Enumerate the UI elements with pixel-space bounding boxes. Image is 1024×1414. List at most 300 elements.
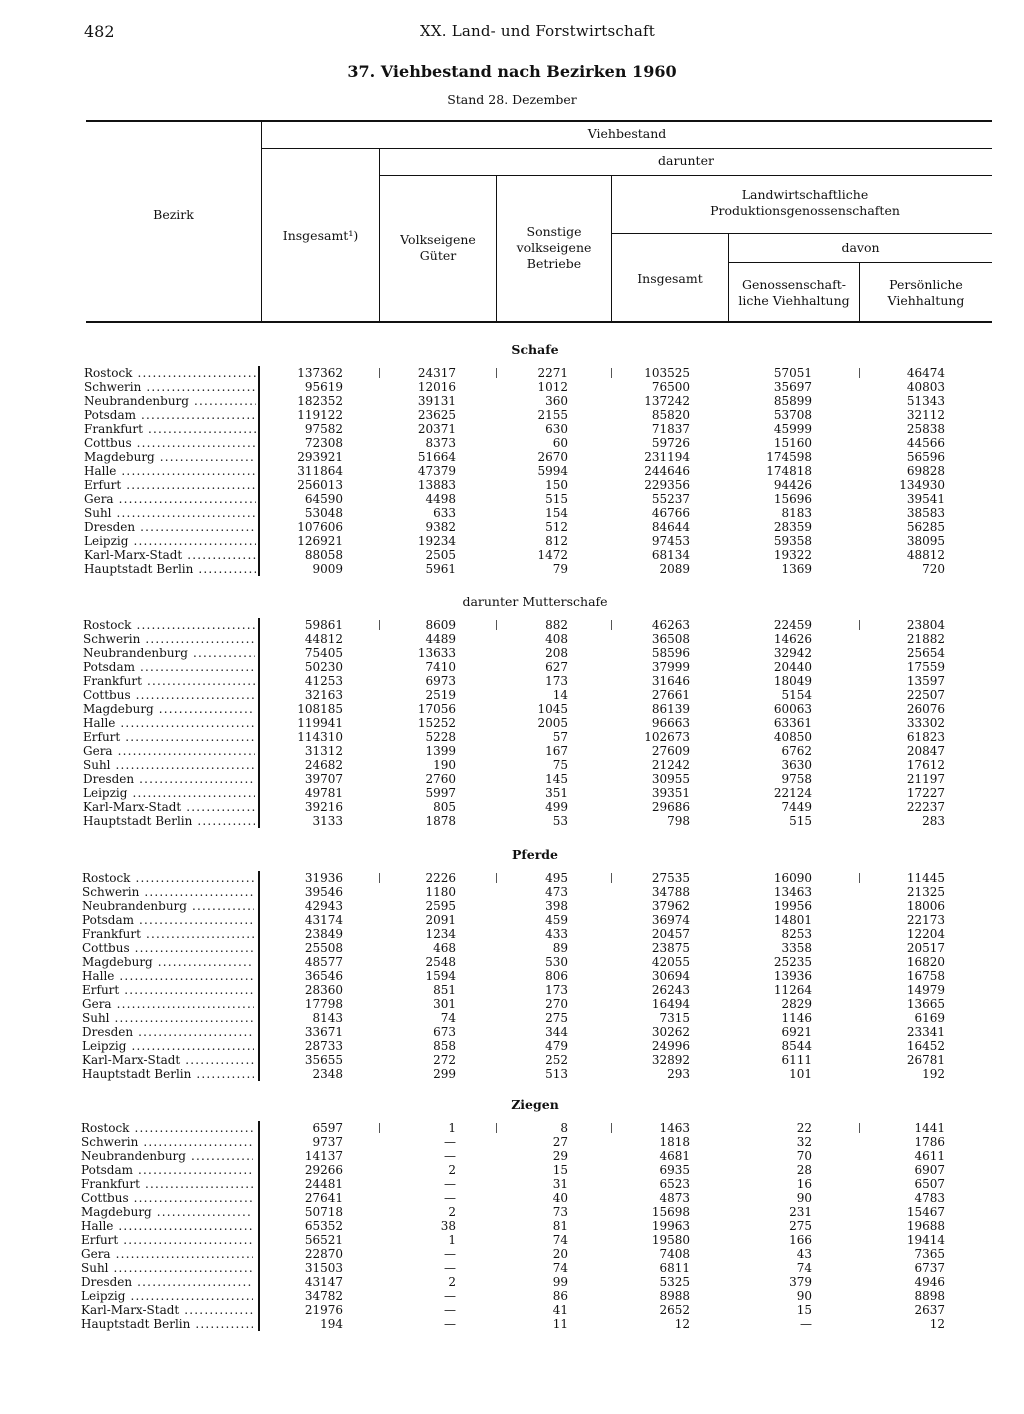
value-cell: 851 xyxy=(433,983,456,997)
value-cell: — xyxy=(444,1247,456,1261)
bezirk-name: Halle ..... xyxy=(81,1219,253,1233)
value-cell: 26076 xyxy=(906,702,945,716)
bezirk-name: Dresden ..... xyxy=(83,772,255,786)
value-cell: 6523 xyxy=(659,1177,690,1191)
table-row xyxy=(0,562,1024,576)
bezirk-name: Erfurt ..... xyxy=(81,1233,253,1247)
value-cell: 15252 xyxy=(417,716,456,730)
value-cell: 145 xyxy=(545,772,568,786)
value-cell: 379 xyxy=(789,1275,812,1289)
value-cell: 19956 xyxy=(773,899,812,913)
value-cell: 11264 xyxy=(773,983,812,997)
value-cell: 38095 xyxy=(906,534,945,548)
header-lpg: Landwirtschaftliche Produktionsgenossenschaften xyxy=(710,187,900,218)
value-cell: 6921 xyxy=(781,1025,812,1039)
value-cell: 20457 xyxy=(651,927,690,941)
bezirk-name: Dresden ..... xyxy=(84,520,256,534)
value-cell: 19322 xyxy=(773,548,812,562)
value-cell: 229356 xyxy=(644,478,690,492)
value-cell: 74 xyxy=(440,1011,456,1025)
value-cell: 35655 xyxy=(304,1053,343,1067)
header-divider-volkseigene xyxy=(496,176,497,321)
value-cell: 398 xyxy=(545,899,568,913)
value-cell: 194 xyxy=(320,1317,343,1331)
value-cell: 5997 xyxy=(425,786,456,800)
value-cell: 25654 xyxy=(906,646,945,660)
bezirk-name: Erfurt ..... xyxy=(84,478,256,492)
table-row xyxy=(0,688,1024,702)
value-cell: 22237 xyxy=(906,800,945,814)
value-cell: 530 xyxy=(545,955,568,969)
value-cell: 34788 xyxy=(651,885,690,899)
value-cell: 81 xyxy=(552,1219,568,1233)
value-cell: 22 xyxy=(796,1121,812,1135)
table-row xyxy=(0,1135,1024,1149)
value-cell: 102673 xyxy=(644,730,690,744)
bezirk-name: Rostock ..... xyxy=(84,366,256,380)
value-cell: 21882 xyxy=(906,632,945,646)
value-cell: 23625 xyxy=(417,408,456,422)
value-cell: 26781 xyxy=(906,1053,945,1067)
value-cell: 24481 xyxy=(304,1177,343,1191)
value-cell: 4946 xyxy=(914,1275,945,1289)
bezirk-name: Gera ..... xyxy=(81,1247,253,1261)
value-cell: 14 xyxy=(552,688,568,702)
value-cell: 85899 xyxy=(773,394,812,408)
bezirk-name: Frankfurt ..... xyxy=(82,927,254,941)
value-cell: 29266 xyxy=(304,1163,343,1177)
table-row xyxy=(0,1067,1024,1081)
value-cell: 1786 xyxy=(914,1135,945,1149)
value-cell: 20847 xyxy=(906,744,945,758)
bezirk-name: Suhl ..... xyxy=(84,506,256,520)
table-row xyxy=(0,464,1024,478)
value-cell: 2637 xyxy=(914,1303,945,1317)
value-cell: 512 xyxy=(545,520,568,534)
table-row xyxy=(0,941,1024,955)
value-cell: 174598 xyxy=(766,450,812,464)
table-row xyxy=(0,702,1024,716)
value-cell: 99 xyxy=(552,1275,568,1289)
value-cell: 101 xyxy=(789,1067,812,1081)
value-cell: 351 xyxy=(545,786,568,800)
header-rule-darunter xyxy=(380,175,992,176)
value-cell: 231 xyxy=(789,1205,812,1219)
value-cell: — xyxy=(444,1317,456,1331)
value-cell: 1180 xyxy=(425,885,456,899)
value-cell: 19688 xyxy=(906,1219,945,1233)
value-cell: 3358 xyxy=(781,941,812,955)
value-cell: 53 xyxy=(552,814,568,828)
value-cell: 16090 xyxy=(773,871,812,885)
bezirk-name: Cottbus ..... xyxy=(84,436,256,450)
value-cell: 1472 xyxy=(537,548,568,562)
header-darunter: darunter xyxy=(658,153,714,168)
value-cell: 6811 xyxy=(659,1261,690,1275)
value-cell: 5961 xyxy=(425,562,456,576)
value-cell: 43 xyxy=(796,1247,812,1261)
value-cell: 190 xyxy=(433,758,456,772)
value-cell: 882 xyxy=(545,618,568,632)
value-cell: 28360 xyxy=(304,983,343,997)
value-cell: 468 xyxy=(433,941,456,955)
value-cell: 2 xyxy=(448,1163,456,1177)
value-cell: 32942 xyxy=(773,646,812,660)
table-row xyxy=(0,646,1024,660)
bezirk-name: Suhl ..... xyxy=(83,758,255,772)
value-cell: 126921 xyxy=(297,534,343,548)
value-cell: 150 xyxy=(545,478,568,492)
value-cell: 27661 xyxy=(651,688,690,702)
header-viehbestand: Viehbestand xyxy=(587,126,667,141)
value-cell: — xyxy=(444,1149,456,1163)
value-cell: 107606 xyxy=(297,520,343,534)
bezirk-name: Schwerin ..... xyxy=(82,885,254,899)
value-cell: 256013 xyxy=(297,478,343,492)
value-cell: 33671 xyxy=(304,1025,343,1039)
value-cell: 1399 xyxy=(425,744,456,758)
value-cell: 40803 xyxy=(906,380,945,394)
value-cell: 96663 xyxy=(651,716,690,730)
value-cell: 2548 xyxy=(425,955,456,969)
value-cell: 27535 xyxy=(651,871,690,885)
value-cell: 16494 xyxy=(651,997,690,1011)
value-cell: 39707 xyxy=(304,772,343,786)
value-cell: 90 xyxy=(796,1191,812,1205)
value-cell: 858 xyxy=(433,1039,456,1053)
value-cell: 8988 xyxy=(659,1289,690,1303)
bezirk-name: Neubrandenburg ..... xyxy=(82,899,254,913)
value-cell: 7365 xyxy=(914,1247,945,1261)
value-cell: 627 xyxy=(545,660,568,674)
value-cell: 37962 xyxy=(651,899,690,913)
bezirk-name: Dresden ..... xyxy=(81,1275,253,1289)
table-row xyxy=(0,758,1024,772)
value-cell: 7410 xyxy=(425,660,456,674)
table-row xyxy=(0,1121,1024,1135)
table-row xyxy=(0,478,1024,492)
value-cell: 2271 xyxy=(537,366,568,380)
bezirk-name: Neubrandenburg ..... xyxy=(84,394,256,408)
value-cell: 2670 xyxy=(537,450,568,464)
value-cell: 12 xyxy=(929,1317,945,1331)
value-cell: 89 xyxy=(552,941,568,955)
bezirk-name: Halle ..... xyxy=(84,464,256,478)
value-cell: 2005 xyxy=(537,716,568,730)
table-row xyxy=(0,450,1024,464)
value-cell: — xyxy=(444,1191,456,1205)
value-cell: 32163 xyxy=(304,688,343,702)
value-cell: 301 xyxy=(433,997,456,1011)
value-cell: 25838 xyxy=(906,422,945,436)
value-cell: 293 xyxy=(667,1067,690,1081)
table-row xyxy=(0,380,1024,394)
bezirk-name: Frankfurt ..... xyxy=(83,674,255,688)
value-cell: 84644 xyxy=(651,520,690,534)
value-cell: — xyxy=(444,1261,456,1275)
value-cell: 515 xyxy=(545,492,568,506)
value-cell: 45999 xyxy=(773,422,812,436)
value-cell: 23849 xyxy=(304,927,343,941)
table-row xyxy=(0,1233,1024,1247)
value-cell: 28359 xyxy=(773,520,812,534)
bezirk-name: Neubrandenburg ..... xyxy=(81,1149,253,1163)
table-row xyxy=(0,885,1024,899)
value-cell: — xyxy=(800,1317,812,1331)
value-cell: — xyxy=(444,1303,456,1317)
value-cell: 20 xyxy=(552,1247,568,1261)
page-number: 482 xyxy=(84,22,115,41)
value-cell: 344 xyxy=(545,1025,568,1039)
section-title: Ziegen xyxy=(511,1097,559,1112)
value-cell: 479 xyxy=(545,1039,568,1053)
value-cell: 1234 xyxy=(425,927,456,941)
value-cell: 40850 xyxy=(773,730,812,744)
value-cell: 42943 xyxy=(304,899,343,913)
value-cell: 31646 xyxy=(651,674,690,688)
value-cell: 299 xyxy=(433,1067,456,1081)
value-cell: 15 xyxy=(552,1163,568,1177)
bezirk-name: Gera ..... xyxy=(83,744,255,758)
header-bottom-rule xyxy=(86,321,992,323)
value-cell: 4498 xyxy=(425,492,456,506)
value-cell: 51343 xyxy=(906,394,945,408)
value-cell: 1 xyxy=(448,1121,456,1135)
header-rule-lpg xyxy=(612,233,992,234)
value-cell: 293921 xyxy=(297,450,343,464)
value-cell: 15698 xyxy=(651,1205,690,1219)
value-cell: 8 xyxy=(560,1121,568,1135)
value-cell: 499 xyxy=(545,800,568,814)
value-cell: 270 xyxy=(545,997,568,1011)
value-cell: 2 xyxy=(448,1275,456,1289)
value-cell: 633 xyxy=(433,506,456,520)
table-row xyxy=(0,955,1024,969)
table-row xyxy=(0,422,1024,436)
bezirk-name: Schwerin ..... xyxy=(84,380,256,394)
value-cell: 2829 xyxy=(781,997,812,1011)
value-cell: 275 xyxy=(545,1011,568,1025)
value-cell: 46474 xyxy=(906,366,945,380)
bezirk-name: Potsdam ..... xyxy=(82,913,254,927)
value-cell: 673 xyxy=(433,1025,456,1039)
table-row xyxy=(0,983,1024,997)
value-cell: 22173 xyxy=(906,913,945,927)
value-cell: 630 xyxy=(545,422,568,436)
value-cell: 1012 xyxy=(537,380,568,394)
table-row xyxy=(0,800,1024,814)
table-row xyxy=(0,913,1024,927)
table-row xyxy=(0,927,1024,941)
bezirk-name: Gera ..... xyxy=(84,492,256,506)
value-cell: 244646 xyxy=(644,464,690,478)
value-cell: 7315 xyxy=(659,1011,690,1025)
value-cell: 119122 xyxy=(297,408,343,422)
value-cell: 1045 xyxy=(537,702,568,716)
bezirk-name: Karl-Marx-Stadt ..... xyxy=(83,800,255,814)
value-cell: 40 xyxy=(552,1191,568,1205)
value-cell: 56521 xyxy=(304,1233,343,1247)
bezirk-name: Leipzig ..... xyxy=(83,786,255,800)
table-row xyxy=(0,1191,1024,1205)
value-cell: 60 xyxy=(552,436,568,450)
value-cell: 27609 xyxy=(651,744,690,758)
value-cell: 2 xyxy=(448,1205,456,1219)
value-cell: 433 xyxy=(545,927,568,941)
header-rule-davon xyxy=(729,262,992,263)
value-cell: 174818 xyxy=(766,464,812,478)
value-cell: 1463 xyxy=(659,1121,690,1135)
value-cell: 231194 xyxy=(644,450,690,464)
value-cell: 275 xyxy=(789,1219,812,1233)
table-row xyxy=(0,730,1024,744)
value-cell: 2519 xyxy=(425,688,456,702)
bezirk-name: Halle ..... xyxy=(82,969,254,983)
value-cell: 64590 xyxy=(304,492,343,506)
value-cell: 48577 xyxy=(304,955,343,969)
table-row xyxy=(0,1149,1024,1163)
value-cell: 31936 xyxy=(304,871,343,885)
value-cell: 97582 xyxy=(304,422,343,436)
table-row xyxy=(0,548,1024,562)
value-cell: 14801 xyxy=(773,913,812,927)
table-row xyxy=(0,786,1024,800)
value-cell: 75405 xyxy=(304,646,343,660)
value-cell: 16820 xyxy=(906,955,945,969)
value-cell: 24317 xyxy=(417,366,456,380)
value-cell: 47379 xyxy=(417,464,456,478)
value-cell: 805 xyxy=(433,800,456,814)
bezirk-name: Rostock ..... xyxy=(83,618,255,632)
value-cell: 21242 xyxy=(651,758,690,772)
value-cell: 6597 xyxy=(312,1121,343,1135)
value-cell: 27 xyxy=(552,1135,568,1149)
value-cell: 1818 xyxy=(659,1135,690,1149)
value-cell: 208 xyxy=(545,646,568,660)
value-cell: 2089 xyxy=(659,562,690,576)
table-row xyxy=(0,1247,1024,1261)
value-cell: 6169 xyxy=(914,1011,945,1025)
value-cell: 46766 xyxy=(651,506,690,520)
header-top-rule xyxy=(86,120,992,122)
value-cell: 173 xyxy=(545,983,568,997)
bezirk-name: Potsdam ..... xyxy=(81,1163,253,1177)
value-cell: — xyxy=(444,1135,456,1149)
table-row xyxy=(0,1011,1024,1025)
value-cell: 13665 xyxy=(906,997,945,1011)
value-cell: 73 xyxy=(552,1205,568,1219)
table-row xyxy=(0,408,1024,422)
value-cell: 408 xyxy=(545,632,568,646)
value-cell: 17056 xyxy=(417,702,456,716)
value-cell: 53708 xyxy=(773,408,812,422)
value-cell: 17227 xyxy=(906,786,945,800)
bezirk-name: Hauptstadt Berlin ..... xyxy=(83,814,255,828)
table-row xyxy=(0,534,1024,548)
value-cell: 57 xyxy=(552,730,568,744)
bezirk-name: Neubrandenburg ..... xyxy=(83,646,255,660)
value-cell: 44812 xyxy=(304,632,343,646)
value-cell: 36974 xyxy=(651,913,690,927)
value-cell: 35697 xyxy=(773,380,812,394)
value-cell: 95619 xyxy=(304,380,343,394)
table-row xyxy=(0,1261,1024,1275)
value-cell: 252 xyxy=(545,1053,568,1067)
value-cell: 30955 xyxy=(651,772,690,786)
bezirk-name: Cottbus ..... xyxy=(81,1191,253,1205)
value-cell: 16452 xyxy=(906,1039,945,1053)
value-cell: 23341 xyxy=(906,1025,945,1039)
table-row xyxy=(0,814,1024,828)
value-cell: 58596 xyxy=(651,646,690,660)
value-cell: 3133 xyxy=(312,814,343,828)
value-cell: 192 xyxy=(922,1067,945,1081)
table-row xyxy=(0,772,1024,786)
value-cell: 6907 xyxy=(914,1163,945,1177)
value-cell: 56596 xyxy=(906,450,945,464)
value-cell: 515 xyxy=(789,814,812,828)
bezirk-name: Magdeburg ..... xyxy=(81,1205,253,1219)
value-cell: 56285 xyxy=(906,520,945,534)
bezirk-name: Erfurt ..... xyxy=(82,983,254,997)
value-cell: 18049 xyxy=(773,674,812,688)
header-divider-bezirk xyxy=(261,121,262,321)
value-cell: 311864 xyxy=(297,464,343,478)
value-cell: 108185 xyxy=(297,702,343,716)
value-cell: 86139 xyxy=(651,702,690,716)
bezirk-name: Rostock ..... xyxy=(82,871,254,885)
value-cell: 72308 xyxy=(304,436,343,450)
table-row xyxy=(0,1025,1024,1039)
value-cell: 55237 xyxy=(651,492,690,506)
value-cell: 22459 xyxy=(773,618,812,632)
value-cell: 137242 xyxy=(644,394,690,408)
value-cell: 2595 xyxy=(425,899,456,913)
value-cell: 71837 xyxy=(651,422,690,436)
table-row xyxy=(0,899,1024,913)
value-cell: 1878 xyxy=(425,814,456,828)
value-cell: 13883 xyxy=(417,478,456,492)
value-cell: 22507 xyxy=(906,688,945,702)
value-cell: 8544 xyxy=(781,1039,812,1053)
header-sonstige-betriebe: Sonstige volkseigene Betriebe xyxy=(516,224,592,271)
bezirk-name: Erfurt ..... xyxy=(83,730,255,744)
bezirk-name: Hauptstadt Berlin ..... xyxy=(81,1317,253,1331)
value-cell: 119941 xyxy=(297,716,343,730)
section-title: darunter Mutterschafe xyxy=(462,594,608,609)
value-cell: 13597 xyxy=(906,674,945,688)
header-bezirk: Bezirk xyxy=(153,207,194,222)
value-cell: 4783 xyxy=(914,1191,945,1205)
value-cell: 166 xyxy=(789,1233,812,1247)
value-cell: 31312 xyxy=(304,744,343,758)
value-cell: 60063 xyxy=(773,702,812,716)
bezirk-name: Leipzig ..... xyxy=(84,534,256,548)
value-cell: 44566 xyxy=(906,436,945,450)
value-cell: 17798 xyxy=(304,997,343,1011)
table-row xyxy=(0,744,1024,758)
table-row xyxy=(0,674,1024,688)
value-cell: 39546 xyxy=(304,885,343,899)
header-rule-viehbestand xyxy=(262,148,992,149)
bezirk-name: Karl-Marx-Stadt ..... xyxy=(82,1053,254,1067)
value-cell: 39541 xyxy=(906,492,945,506)
value-cell: 88058 xyxy=(304,548,343,562)
value-cell: 43147 xyxy=(304,1275,343,1289)
bezirk-name: Cottbus ..... xyxy=(83,688,255,702)
value-cell: 8143 xyxy=(312,1011,343,1025)
value-cell: 18006 xyxy=(906,899,945,913)
